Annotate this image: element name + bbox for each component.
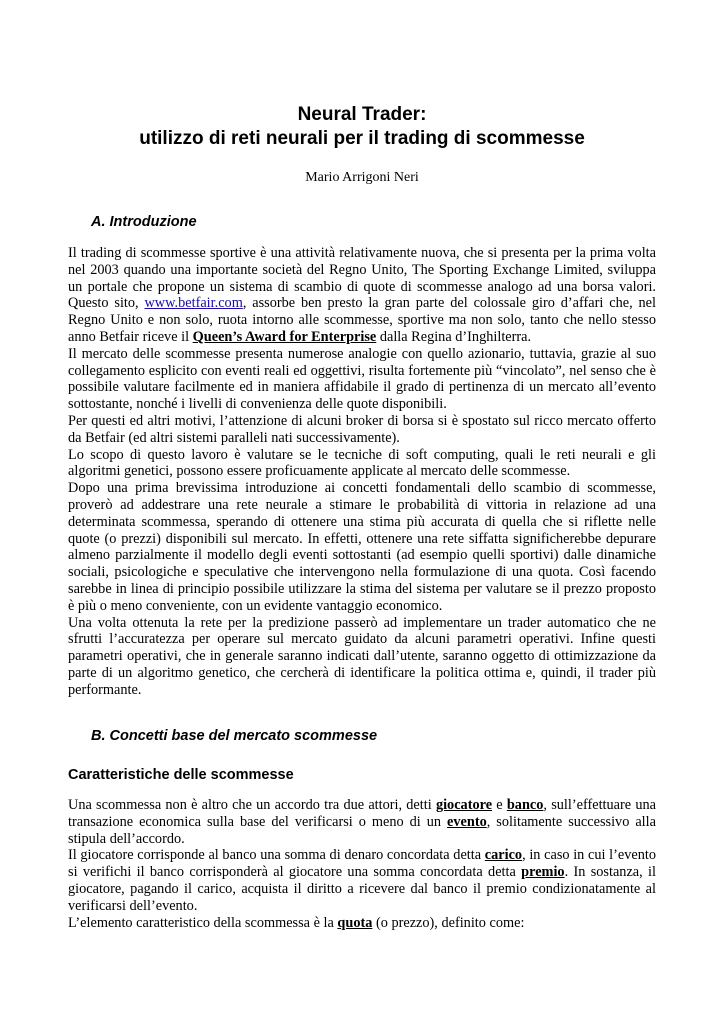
betfair-link[interactable]: www.betfair.com xyxy=(144,295,243,312)
document-title xyxy=(0,103,724,151)
term-carico: carico xyxy=(484,847,523,864)
text-run: , solitamente successivo alla stipula dell’accordo. xyxy=(68,813,656,847)
section-b-subheading: Caratteristiche delle scommesse xyxy=(68,767,294,783)
text-run: , assorbe ben presto la gran parte del colossale giro d’affari che, nel Regno Unito e non solo, ruota intorno alle scommesse, sportive ma non solo, tanto che nello stesso anno Betfair riceve il xyxy=(68,295,656,345)
term-evento: evento xyxy=(447,813,487,830)
paragraph: Una volta ottenuta la rete per la predizione passerò ad implementare un trader automatico che ne sfrutti l’accuratezza per operare sul mercato guidato da alcuni parametri operativi. Infine questi parametri operativi, che in generale saranno indicati dall’utente, saranno oggetto di ottimizzazione da parte di un algoritmo genetico, che cercherà di identificare la politica ottima e, quindi, il trader più performante. xyxy=(68,614,656,698)
paragraph xyxy=(68,797,656,847)
paragraph: Il mercato delle scommesse presenta numerose analogie con quello azionario, tuttavia, grazie al suo collegamento esplicito con eventi reali ed oggettivi, risulta fortemente più “vincolato”, nel senso che è possibile valutare facilmente ed in maniera affidabile il grado di pertinenza di un mercato all’evento sottostante, nonché i livelli di convenienza delle quote disponibili. xyxy=(68,345,656,413)
award-name: Queen’s Award for Enterprise xyxy=(192,328,377,345)
paragraph: Per questi ed altri motivi, l’attenzione di alcuni broker di borsa si è spostato sul ricco mercato offerto da Betfair (ed altri sistemi paralleli nati successivamente). xyxy=(68,412,656,446)
paragraph xyxy=(68,847,656,914)
section-a-heading: A. Introduzione xyxy=(91,214,197,230)
term-banco: banco xyxy=(506,797,544,813)
term-quota: quota xyxy=(337,914,373,931)
term-giocatore: giocatore xyxy=(435,797,493,813)
text-run: . In sostanza, il giocatore, pagando il carico, acquista il diritto a ricevere dal banco il premio condizionatamente al verificarsi dell’evento. xyxy=(68,864,656,914)
title-line-1: Neural Trader: xyxy=(297,104,427,125)
paragraph: Lo scopo di questo lavoro è valutare se le tecniche di soft computing, quali le reti neurali e gli algoritmi genetici, possono essere proficuamente applicate al mercato delle scommesse. xyxy=(68,446,656,480)
text-run: e xyxy=(492,797,507,813)
text-run: (o prezzo), definito come: xyxy=(372,914,525,931)
text-run: , sull’effettuare una transazione economica sulla base del verificarsi o meno di un xyxy=(68,797,656,830)
paragraph xyxy=(68,245,656,346)
paragraph xyxy=(68,915,656,932)
text-run: , in caso in cui l’evento si verifichi il banco corrisponderà al giocatore una somma concordata detta xyxy=(68,847,656,881)
text-run: Il giocatore corrisponde al banco una somma di denaro concordata detta xyxy=(68,847,485,864)
text-run: Una scommessa non è altro che un accordo tra due attori, detti xyxy=(68,797,436,813)
text-run: Il trading di scommesse sportive è una attività relativamente nuova, che si presenta per la prima volta nel 2003 quando una importante società del Regno Unito, The Sporting Exchange Limited, sviluppa un portale che propone un sistema di scambio di quote di scommesse analogo ad una borsa valori. Questo sito, xyxy=(68,245,656,312)
section-b-heading: B. Concetti base del mercato scommesse xyxy=(91,728,378,744)
term-premio: premio xyxy=(521,864,565,881)
paragraph: Dopo una prima brevissima introduzione ai concetti fondamentali dello scambio di scommesse, proverò ad addestrare una rete neurale a stimare le probabilità di vittoria in relazione ad una determinata scommessa, sperando di ottenere una stima più accurata di quella che si riflette nelle quote (o prezzi) disponibili sul mercato. In effetti, ottenere una rete siffatta significherebbe depurare almeno parzialmente il modello degli eventi sottostanti (ad esempio quelli sportivi) dalle dinamiche sociali, psicologiche e speculative che intervengono nella formulazione di una quota. Così facendo sarebbe in linea di principio possibile utilizzare la stima del sistema per valutare se il prezzo proposto è più o meno conveniente, con un evidente vantaggio economico. xyxy=(68,480,656,614)
title-line-2: utilizzo di reti neurali per il trading di scommesse xyxy=(139,128,585,149)
author-name: Mario Arrigoni Neri xyxy=(305,170,419,185)
section-a-body xyxy=(68,245,656,699)
section-b-body xyxy=(68,797,656,931)
text-run: dalla Regina d’Inghilterra. xyxy=(376,328,532,345)
text-run: L’elemento caratteristico della scommessa è la xyxy=(68,914,338,931)
